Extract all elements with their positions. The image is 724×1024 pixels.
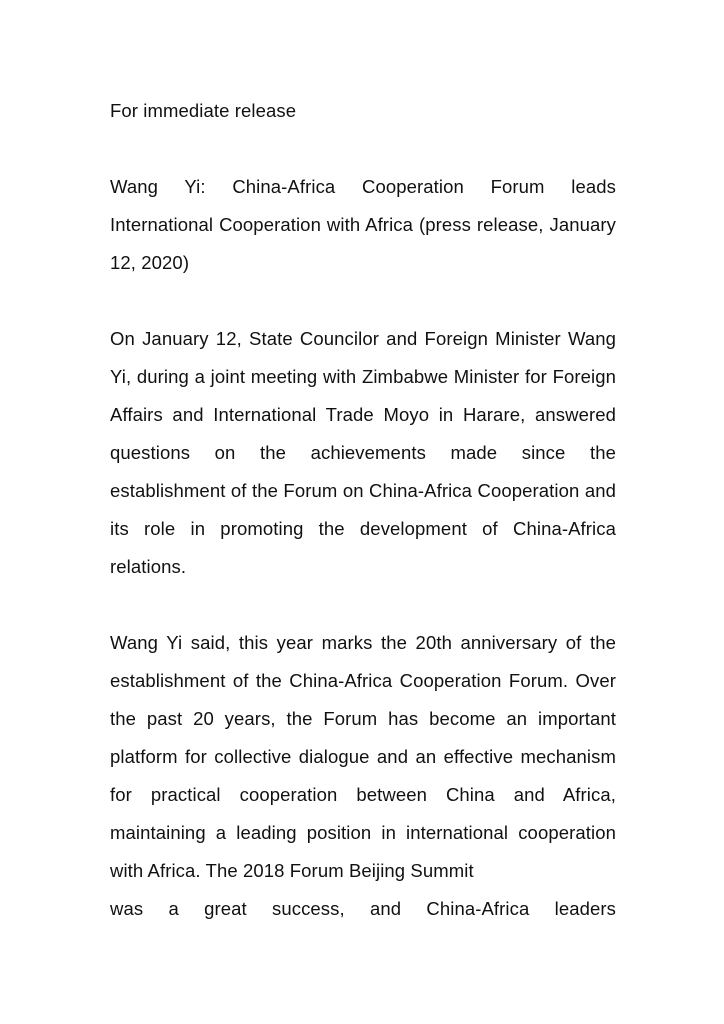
- paragraph-meeting-summary: On January 12, State Councilor and Foreign Minister Wang Yi, during a joint meeting with Zimbabwe Minister for Foreign Affairs and International Trade Moyo in Harare, answered questions on the achievements made since the establishment of the Forum on China-Africa Cooperation and its role in promoting the development of China-Africa relations.: [110, 328, 616, 577]
- release-label: For immediate release: [110, 100, 297, 121]
- paragraph-forum-anniversary: [110, 624, 616, 928]
- document-body: [110, 92, 616, 928]
- paragraph-forum-anniversary-continued-line: was a great success, and China-Africa leaders: [110, 898, 616, 919]
- press-release-title: Wang Yi: China-Africa Cooperation Forum leads International Cooperation with Africa (press release, January 12, 2020): [110, 176, 616, 273]
- paragraph-forum-anniversary-text: Wang Yi said, this year marks the 20th anniversary of the establishment of the China-Africa Cooperation Forum. Over the past 20 years, the Forum has become an important platform for collective dialogue and an effective mechanism for practical cooperation between China and Africa, maintaining a leading position in international cooperation with Africa. The 2018 Forum Beijing Summit: [110, 632, 616, 881]
